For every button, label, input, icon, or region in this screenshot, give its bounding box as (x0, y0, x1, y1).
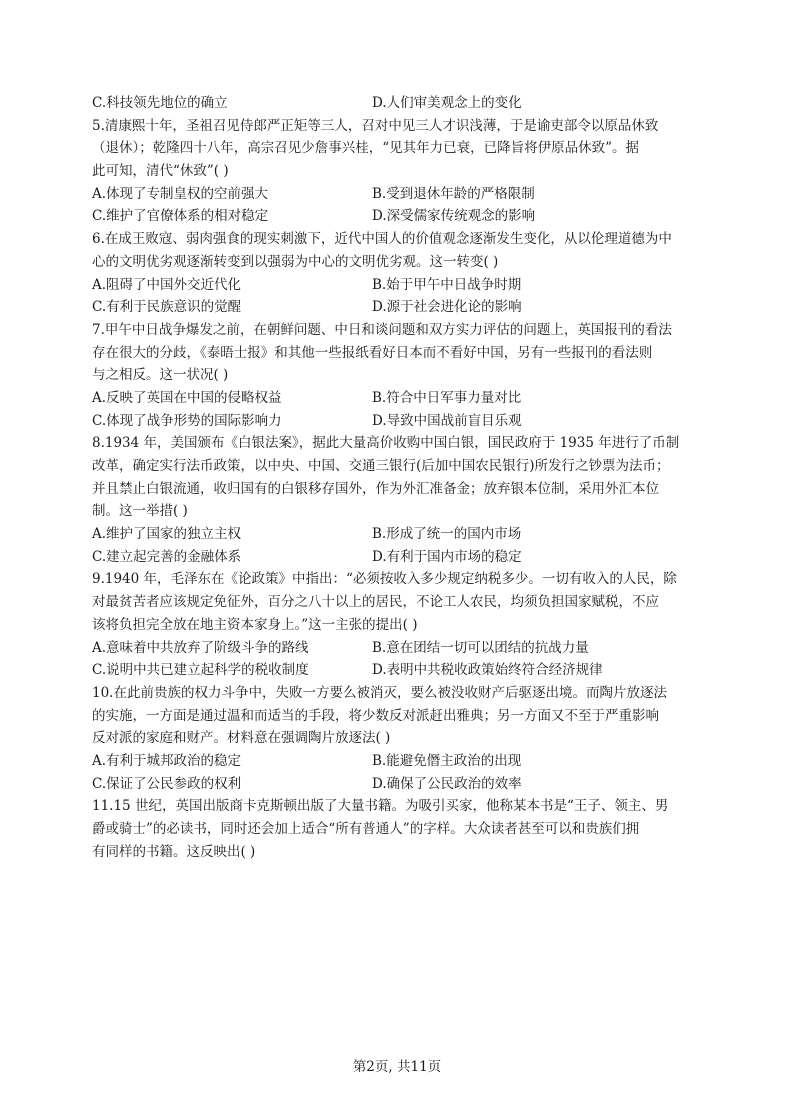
stem-line: 对最贫苦者应该规定免征外，百分之八十以上的居民，不论工人农民，均须负担国家赋税，不应 (92, 594, 659, 611)
option-b[interactable]: B.意在团结一切可以团结的抗战力量 (372, 639, 589, 656)
question-10-stem (92, 682, 722, 750)
question-7-options-row-1 (92, 387, 722, 410)
question-9-stem (92, 568, 722, 636)
stem-line: 8.1934 年，美国颁布《白银法案》，据此大量高价收购中国白银，国民政府于 1935 年进行了币制 (92, 435, 680, 452)
stem-line: 反对派的家庭和财产。材料意在强调陶片放逐法( ) (92, 730, 391, 747)
question-5-stem (92, 115, 722, 183)
option-c[interactable]: C.说明中共已建立起科学的税收制度 (92, 662, 309, 679)
option-b[interactable]: B.形成了统一的国内市场 (372, 526, 522, 543)
question-5 (92, 115, 722, 228)
question-6-stem (92, 228, 722, 273)
question-5-options-row-2 (92, 205, 722, 228)
question-6 (92, 228, 722, 319)
option-d[interactable]: D.源于社会进化论的影响 (372, 299, 522, 316)
option-d[interactable]: D.有利于国内市场的稳定 (372, 548, 522, 565)
stem-line: 的实施，一方面是通过温和而适当的手段，将少数反对派赶出雅典；另一方面又不至于严重影响 (92, 707, 659, 724)
option-b[interactable]: B.符合中日军事力量对比 (372, 389, 522, 406)
stem-line: 心的文明优劣观逐渐转变到以强弱为中心的文明优劣观。这一转变( ) (92, 253, 499, 270)
stem-line: 5.清康熙十年，圣祖召见侍郎严正矩等三人，召对中见三人才识浅薄，于是谕吏部令以原品休致 (92, 117, 659, 134)
question-6-options-row-1 (92, 274, 722, 297)
option-d[interactable]: D.表明中共税收政策始终符合经济规律 (372, 662, 603, 679)
option-d[interactable]: D.导致中国战前盲目乐观 (372, 412, 522, 429)
question-6-options-row-2 (92, 296, 722, 319)
option-a[interactable]: A.意味着中共放弃了阶级斗争的路线 (92, 639, 309, 656)
option-a[interactable]: A.反映了英国在中国的侵略权益 (92, 389, 282, 406)
q4-options-row-2 (92, 92, 722, 115)
question-9 (92, 568, 722, 681)
option-a[interactable]: A.有利于城邦政治的稳定 (92, 752, 242, 769)
stem-line: 并且禁止白银流通，收归国有的白银移存国外，作为外汇准备金；放弃银本位制，采用外汇本位 (92, 480, 659, 497)
question-8-stem (92, 432, 722, 523)
stem-line: 6.在成王败寇、弱肉强食的现实刺激下，近代中国人的价值观念逐渐发生变化，从以伦理道德为中 (92, 231, 672, 248)
question-10-options-row-1 (92, 750, 722, 773)
question-9-options-row-2 (92, 659, 722, 682)
stem-line: 存在很大的分歧，《泰晤士报》和其他一些报纸看好日本而不看好中国，另有一些报刊的看法则 (92, 344, 653, 361)
option-c[interactable]: C.建立起完善的金融体系 (92, 548, 242, 565)
stem-line: 此可知，清代“休致”( ) (92, 163, 229, 180)
question-10-options-row-2 (92, 773, 722, 796)
question-7 (92, 319, 722, 432)
option-c[interactable]: C.维护了官僚体系的相对稳定 (92, 208, 269, 225)
stem-line: 10.在此前贵族的权力斗争中，失败一方要么被消灭，要么被没收财产后驱逐出境。而陶片放逐法 (92, 684, 667, 701)
option-c[interactable]: C.保证了公民参政的权利 (92, 775, 242, 792)
stem-line: 该将负担完全放在地主资本家身上。”这一主张的提出( ) (92, 616, 418, 633)
option-b[interactable]: B.始于甲午中日战争时期 (372, 276, 522, 293)
question-9-options-row-1 (92, 637, 722, 660)
stem-line: 9.1940 年，毛泽东在《论政策》中指出：“必须按收入多少规定纳税多少。一切有收入的人民，除 (92, 571, 677, 588)
stem-line: 与之相反。这一状况( ) (92, 367, 229, 384)
question-8 (92, 432, 722, 568)
question-11-stem (92, 795, 722, 863)
stem-line: 11.15 世纪，英国出版商卡克斯顿出版了大量书籍。为吸引买家，他称某本书是“王子、领主、男 (92, 798, 669, 815)
option-a[interactable]: A.维护了国家的独立主权 (92, 526, 242, 543)
option-a[interactable]: A.体现了专制皇权的空前强大 (92, 185, 269, 202)
stem-line: 有同样的书籍。这反映出( ) (92, 843, 256, 860)
stem-line: 爵或骑士”的必读书，同时还会加上适合“所有普通人”的字样。大众读者甚至可以和贵族们拥 (92, 821, 640, 837)
document-page (92, 92, 722, 863)
q4-option-d[interactable]: D.人们审美观念上的变化 (372, 95, 522, 111)
stem-line: 制。这一举措( ) (92, 503, 188, 520)
option-d[interactable]: D.确保了公民政治的效率 (372, 775, 522, 792)
option-c[interactable]: C.体现了战争形势的国际影响力 (92, 412, 282, 429)
question-8-options-row-1 (92, 523, 722, 546)
stem-line: （退休）；乾隆四十八年，高宗召见少詹事兴桂，“见其年力已衰，已降旨将伊原品休致”。据 (92, 140, 640, 157)
q4-option-c[interactable]: C.科技领先地位的确立 (92, 95, 228, 111)
option-a[interactable]: A.阻碍了中国外交近代化 (92, 276, 242, 293)
question-7-options-row-2 (92, 410, 722, 433)
stem-line: 7.甲午中日战争爆发之前，在朝鲜问题、中日和谈问题和双方实力评估的问题上，英国报刊的看法 (92, 321, 672, 338)
option-b[interactable]: B.受到退休年龄的严格限制 (372, 185, 535, 202)
question-8-options-row-2 (92, 546, 722, 569)
stem-line: 改革，确定实行法币政策，以中央、中国、交通三银行(后加中国农民银行)所发行之钞票为法币； (92, 458, 670, 474)
option-b[interactable]: B.能避免僭主政治的出现 (372, 752, 522, 769)
option-c[interactable]: C.有利于民族意识的觉醒 (92, 299, 242, 316)
page-footer: 第2页, 共11页 (352, 1059, 442, 1075)
question-5-options-row-1 (92, 183, 722, 206)
question-7-stem (92, 319, 722, 387)
question-11 (92, 795, 722, 863)
option-d[interactable]: D.深受儒家传统观念的影响 (372, 208, 536, 225)
question-10 (92, 682, 722, 795)
